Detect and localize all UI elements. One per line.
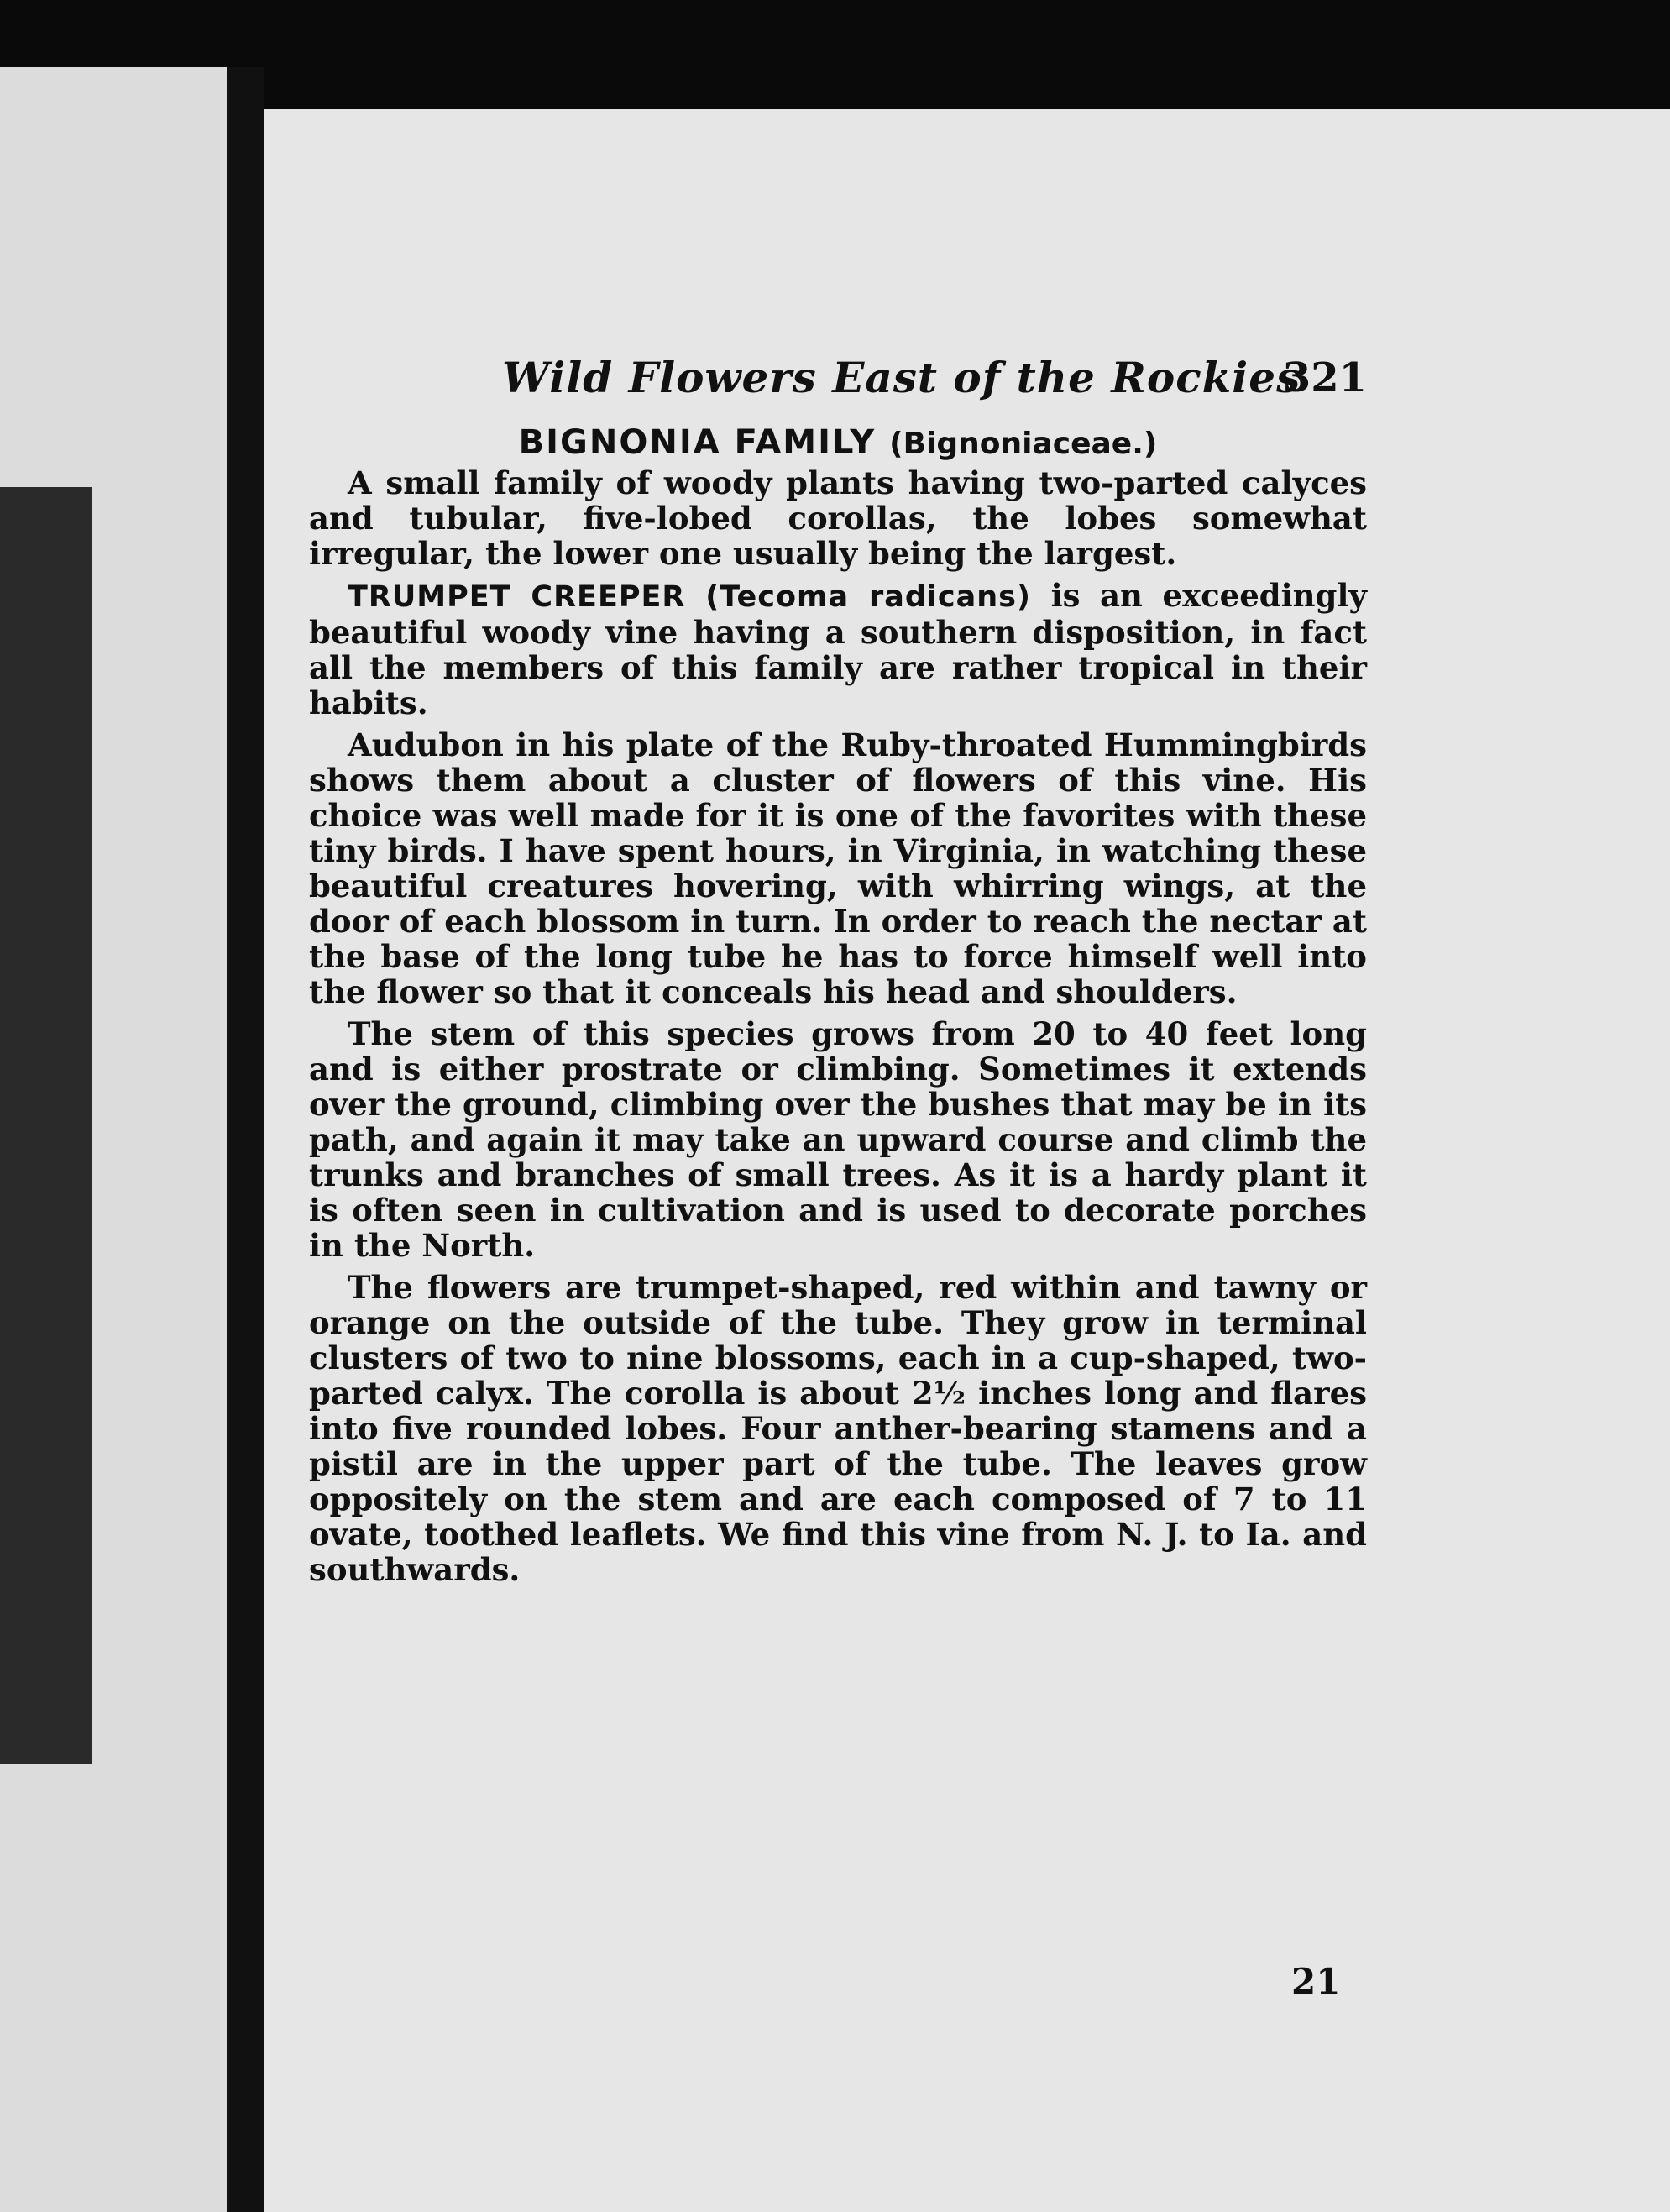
section-heading: [309, 423, 1367, 462]
running-title: Wild Flowers East of the Rockies: [502, 353, 1301, 402]
page-header: [309, 336, 1367, 411]
family-latin-name: (Bignoniaceae.): [889, 427, 1158, 461]
plant-name: TRUMPET CREEPER (Tecoma radicans): [348, 580, 1032, 614]
page-text: [309, 336, 1367, 1587]
book-binding: [227, 67, 264, 2212]
plant-description: is an exceedingly beautiful woody vine having a southern disposition, in fact all the members of this family are rather tropical in their habits.: [309, 577, 1367, 721]
facing-page-photo: [0, 487, 92, 1764]
page-number: 321: [1282, 354, 1367, 401]
intro-paragraph: A small family of woody plants having two-parted calyces and tubular, five-lobed corollas, the lobes somewhat irregular, the lower one usually being the largest.: [309, 464, 1367, 572]
signature-mark: 21: [1291, 1961, 1341, 2002]
stem-paragraph: The stem of this species grows from 20 to 40 feet long and is either prostrate or climbing. Sometimes it extends over the ground, climbing over the bushes that may be in its path, and again it may take an upward course and climb the trunks and branches of small trees. As it is a hardy plant it is often seen in cultivation and is used to decorate porches in the North.: [309, 1015, 1367, 1264]
flowers-paragraph: The flowers are trumpet-shaped, red within and tawny or orange on the outside of the tube. They grow in terminal clusters of two to nine blossoms, each in a cup-shaped, two-parted calyx. The corolla is about 2½ inches long and flares into five rounded lobes. Four anther-bearing stamens and a pistil are in the upper part of the tube. The leaves grow oppositely on the stem and are each composed of 7 to 11 ovate, toothed leaflets. We find this vine from N. J. to Ia. and southwards.: [309, 1269, 1367, 1588]
audubon-paragraph: Audubon in his plate of the Ruby-throated Hummingbirds shows them about a cluster of flowers of this vine. His choice was well made for it is one of the favorites with these tiny birds. I have spent hours, in Virginia, in watching these beautiful creatures hovering, with whirring wings, at the door of each blossom in turn. In order to reach the nectar at the base of the long tube he has to force himself well into the flower so that it conceals his head and shoulders.: [309, 726, 1367, 1010]
family-name: BIGNONIA FAMILY: [518, 423, 877, 462]
trumpet-creeper-paragraph: [309, 578, 1367, 721]
